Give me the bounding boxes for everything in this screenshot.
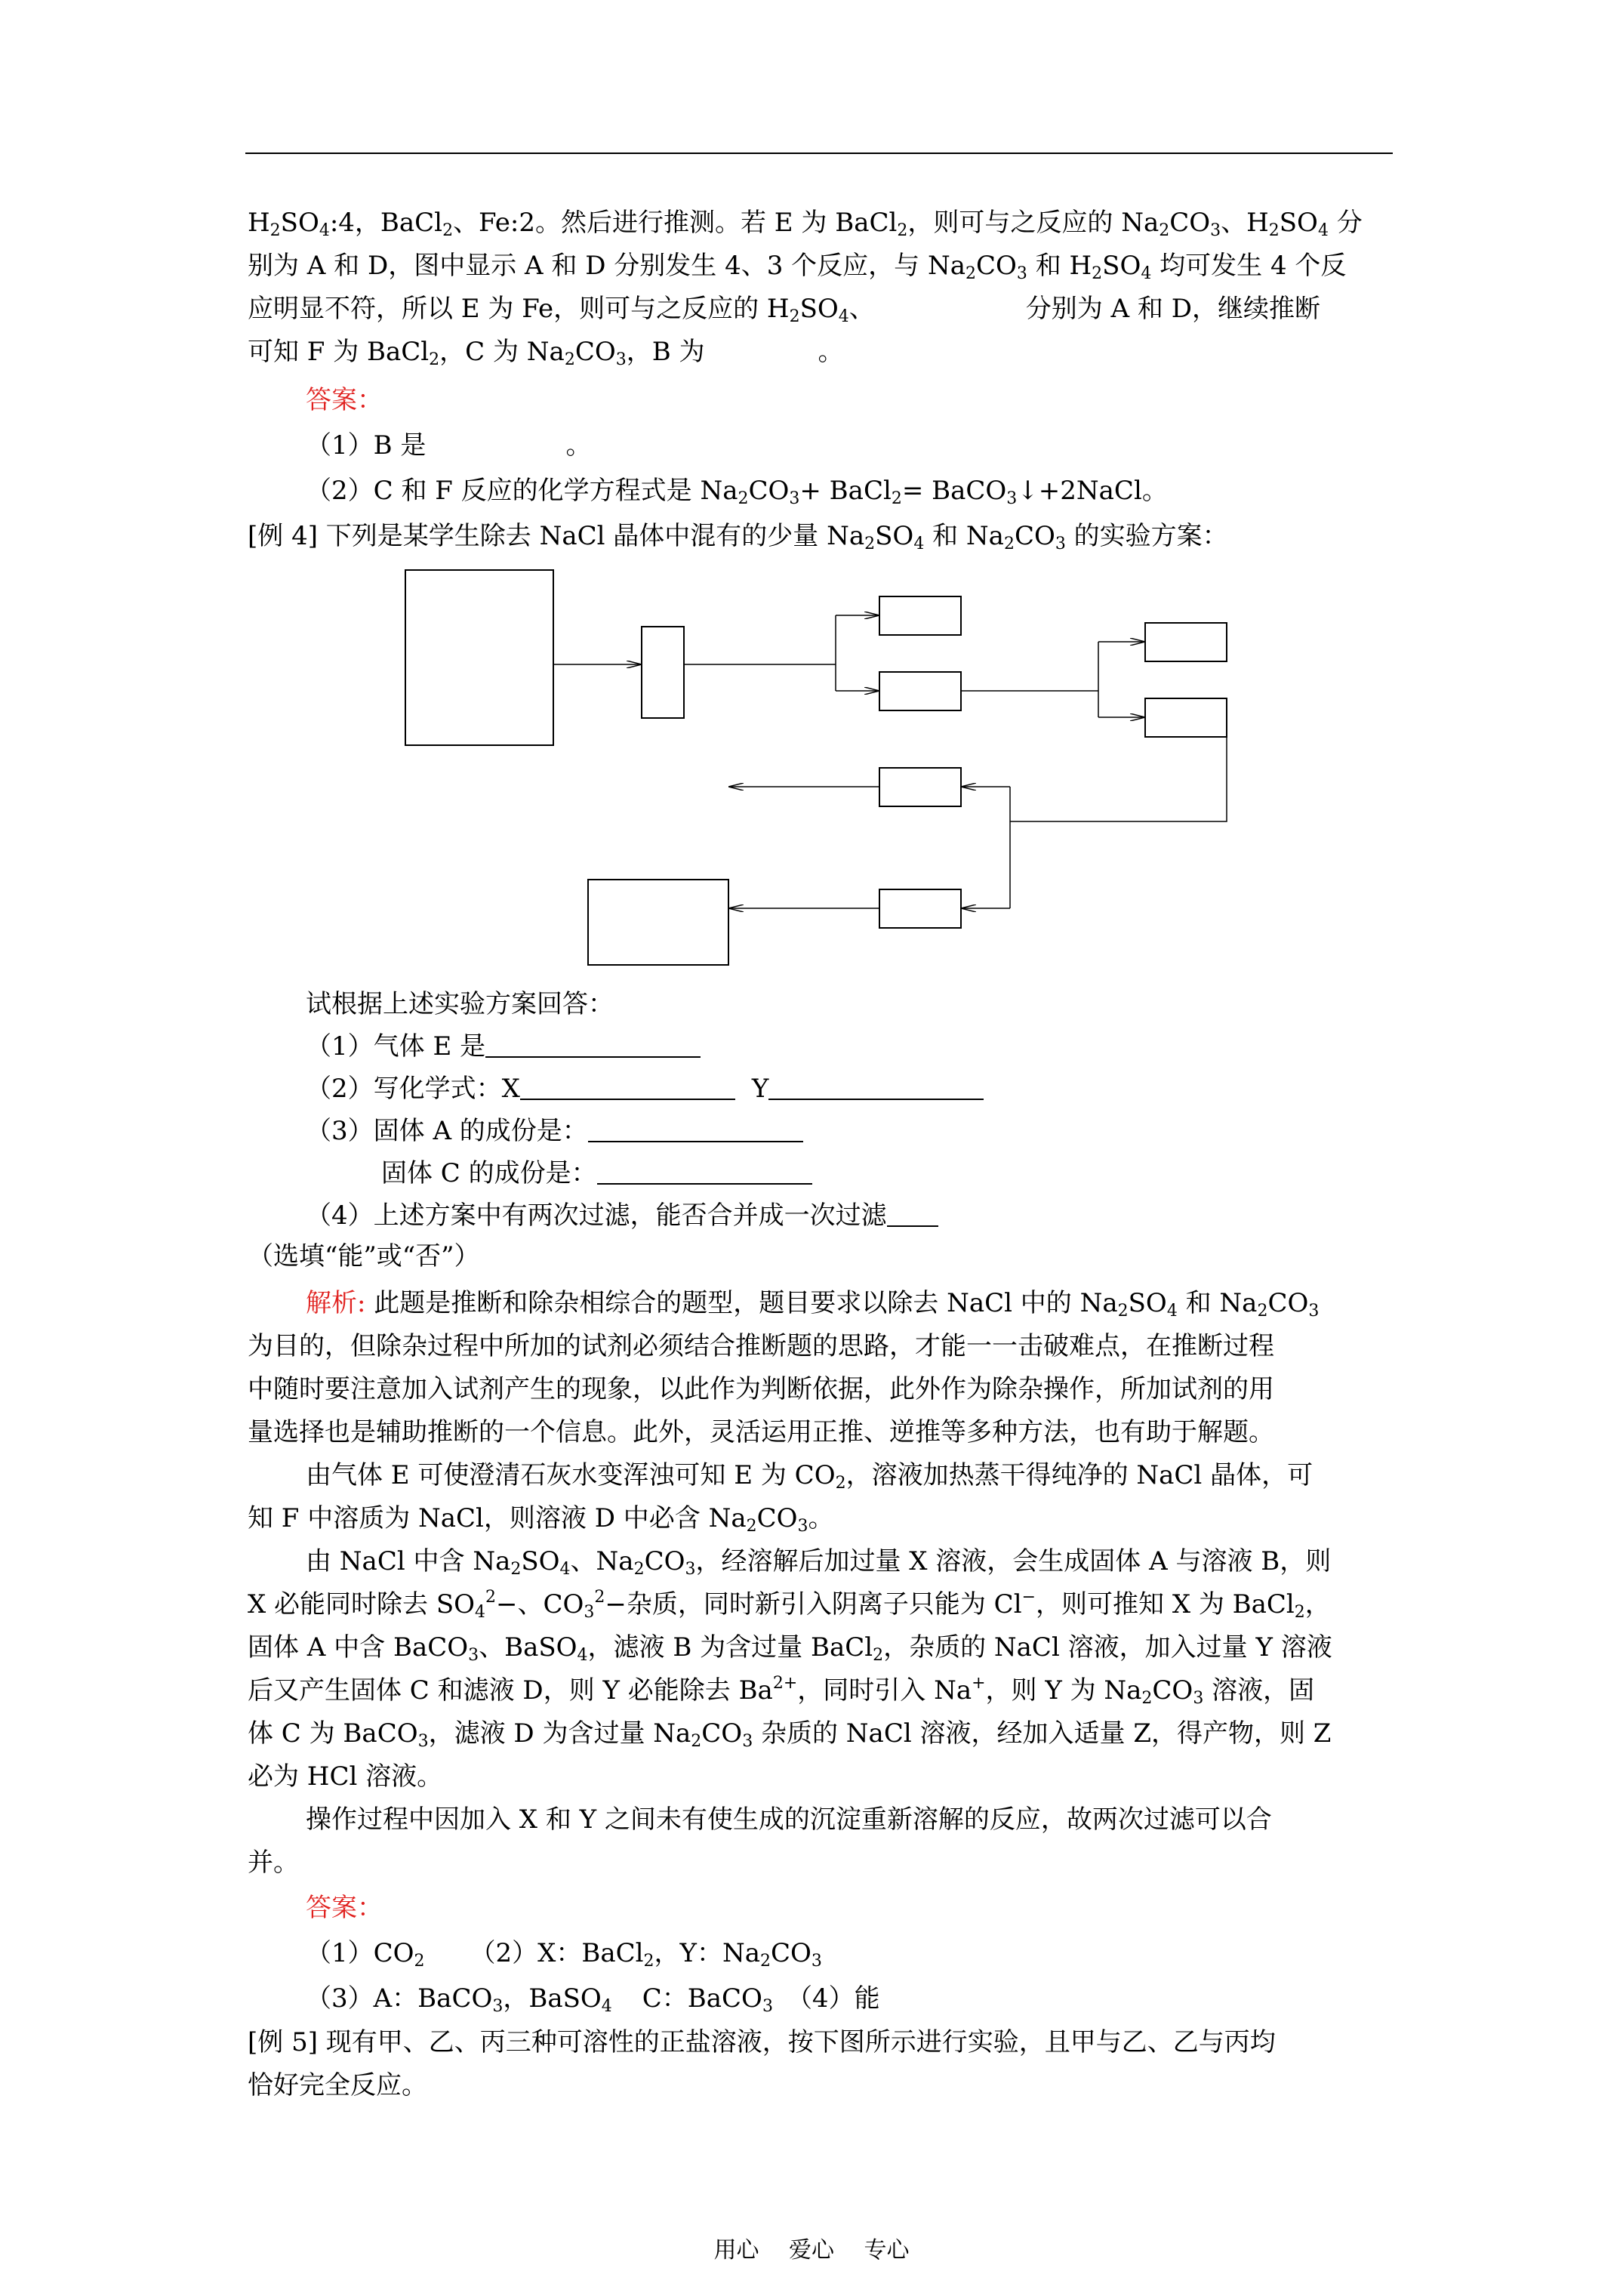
analysis-line: 为目的，但除杂过程中所加的试剂必须结合推断题的思路，才能一一击破难点，在推断过程 <box>248 1331 1274 1361</box>
flow-box-nacl-crystal <box>588 880 728 965</box>
text-line: $H_2SO_4:4$，BaCl$_2$、Fe:2。然后进行推测。若 E 为 BaCl$_2$，则可与之反应的 $Na_2CO_3$、$H_2SO_4$ 分 <box>248 208 1363 240</box>
analysis-line: 并。 <box>248 1848 299 1878</box>
flow-box-solution-f <box>879 889 961 928</box>
text-line: 应明显不符，所以 E 为 Fe，则可与之反应的 $H_2SO_4$、 分别为 A 和 D，继续推断 <box>248 294 1320 326</box>
analysis-label: 解析: <box>306 1288 366 1318</box>
answer-blank <box>485 1034 701 1058</box>
text-line: 可知 F 为 BaCl$_2$，C 为 $Na_2CO_3$，B 为 。 <box>248 337 844 369</box>
answer-line: $(1)CO_2$ （2）X：BaCl$_2$，Y：$Na_2CO_3$ <box>306 1938 822 1971</box>
header-rule <box>245 153 1393 154</box>
question-2: （2）写化学式：X Y <box>306 1074 984 1104</box>
flow-box-solid-a <box>879 596 961 635</box>
question-4: （4）上述方案中有两次过滤，能否合并成一次过滤 <box>306 1200 938 1231</box>
analysis-line: 后又产生固体 C 和滤液 D，则 Y 必能除去 $Ba^{2+}$，同时引入 Na+，则 Y 为 $Na_2CO_3$ 溶液，固 <box>248 1674 1315 1708</box>
question-1: （1）气体 E 是 <box>306 1031 701 1062</box>
text-line: （1）B 是 。 <box>306 430 592 461</box>
answer-blank <box>768 1076 984 1100</box>
analysis-line: 必为 HCl 溶液。 <box>248 1761 443 1792</box>
page-footer: 用心 爱心 专心 <box>713 2237 910 2264</box>
flow-box-filtrate-d <box>1145 698 1227 737</box>
analysis-line: 中随时要注意加入试剂产生的现象，以此作为判断依据，此外作为除杂操作，所加试剂的用 <box>248 1374 1274 1404</box>
answer-blank <box>520 1076 735 1100</box>
analysis-line: 由气体 E 可使澄清石灰水变浑浊可知 E 为 $CO_2$，溶液加热蒸干得纯净的 NaCl 晶体，可 <box>306 1460 1313 1493</box>
answer-label: 答案： <box>306 385 383 415</box>
analysis-line: 操作过程中因加入 X 和 Y 之间未有使生成的沉淀重新溶解的反应，故两次过滤可以合 <box>306 1804 1272 1835</box>
flow-box-solid-c <box>1145 623 1227 661</box>
example-title: [例 4] 下列是某学生除去 NaCl 晶体中混有的少量 $Na_2SO_4$ 和 $Na_2CO_3$ 的实验方案： <box>248 521 1228 553</box>
analysis-line: X 必能同时除去 $SO_4^2-$、$CO_3^2-$杂质，同时新引入阴离子只能为 Cl−，则可推知 X 为 BaCl$_2$， <box>248 1588 1331 1622</box>
text-line: （2）C 和 F 反应的化学方程式是 $Na_2CO_3+$ BaCl$_2$= BaCO$_3$↓+2NaCl。 <box>306 476 1168 508</box>
flow-line <box>1010 732 1227 821</box>
flow-box-gas-e <box>879 768 961 806</box>
flow-box-dissolve <box>642 627 684 718</box>
example-title: [例 5] 现有甲、乙、丙三种可溶性的正盐溶液，按下图所示进行实验，且甲与乙、乙与丙均 <box>248 2027 1276 2057</box>
text-line: 别为 A 和 D，图中显示 A 和 D 分别发生 4、3 个反应，与 $Na_2CO_3$ 和 $H_2SO_4$ 均可发生 4 个反 <box>248 251 1347 283</box>
analysis-line: 量选择也是辅助推断的一个信息。此外，灵活运用正推、逆推等多种方法，也有助于解题。 <box>248 1417 1274 1447</box>
question-intro: 试根据上述实验方案回答： <box>306 989 614 1019</box>
question-3b: 固体 C 的成份是： <box>381 1158 812 1188</box>
flow-box-filtrate-b <box>879 672 961 710</box>
analysis-line: 固体 A 中含 BaCO$_3$、BaSO$_4$，滤液 B 为含过量 BaCl$_2$，杂质的 NaCl 溶液，加入过量 Y 溶液 <box>248 1632 1332 1665</box>
answer-label: 答案： <box>306 1893 383 1923</box>
question-3: （3）固体 A 的成份是： <box>306 1116 803 1146</box>
answer-blank <box>597 1160 812 1185</box>
answer-blank <box>588 1118 803 1142</box>
analysis-line: 由 NaCl 中含 $Na_2SO_4$、$Na_2CO_3$，经溶解后加过量 X 溶液，会生成固体 A 与溶液 B，则 <box>306 1546 1332 1579</box>
answer-blank <box>887 1203 938 1227</box>
text-line: 恰好完全反应。 <box>248 2070 427 2100</box>
answer-line: （3）A：BaCO$_3$，BaSO$_4$ C：BaCO$_3$ （4）能 <box>306 1983 880 2016</box>
analysis-line: 知 F 中溶质为 NaCl，则溶液 D 中必含 $Na_2CO_3$。 <box>248 1503 834 1536</box>
flow-box-start <box>405 570 553 745</box>
analysis-line: 解析: 此题是推断和除杂相综合的题型，题目要求以除去 NaCl 中的 $Na_2SO_4$ 和 $Na_2CO_3$ <box>306 1288 1320 1321</box>
analysis-line: 体 C 为 BaCO$_3$，滤液 D 为含过量 $Na_2CO_3$ 杂质的 NaCl 溶液，经加入适量 Z，得产物，则 Z <box>248 1718 1332 1751</box>
question-4-hint: （选填“能”或“否”） <box>248 1241 480 1271</box>
